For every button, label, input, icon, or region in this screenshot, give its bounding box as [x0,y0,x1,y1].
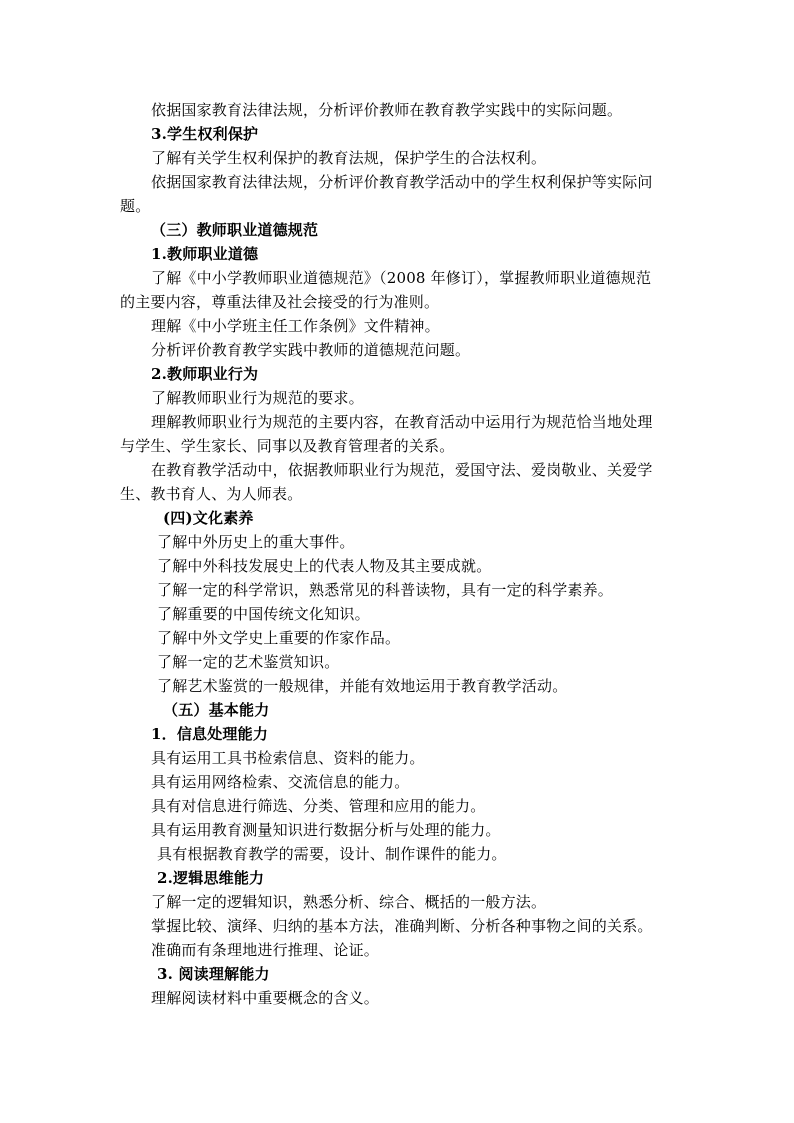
paragraph-line: 在教育教学活动中，依据教师职业行为规范，爱国守法、爱岗敬业、关爱学 [151,461,653,479]
paragraph-line: 了解中外科技发展史上的代表人物及其主要成就。 [157,557,492,575]
section-heading: （三）教师职业道德规范 [151,221,319,239]
subsection-heading: 3.学生权利保护 [151,125,259,143]
paragraph-line: 具有运用网络检索、交流信息的能力。 [151,773,410,791]
paragraph-line: 题。 [120,197,151,215]
paragraph-line: 具有运用教育测量知识进行数据分析与处理的能力。 [151,821,501,839]
paragraph-line: 了解中外文学史上重要的作家作品。 [157,629,401,647]
subsection-heading: 1.教师职业道德 [151,245,259,263]
paragraph-line: 了解《中小学教师职业道德规范》（2008 年修订），掌握教师职业道德规范 [151,269,652,287]
paragraph-line: 理解教师职业行为规范的主要内容，在教育活动中运用行为规范恰当地处理 [151,413,653,431]
paragraph-line: 依据国家教育法律法规，分析评价教育教学活动中的学生权利保护等实际问 [151,173,653,191]
subsection-heading: 3. 阅读理解能力 [157,965,270,983]
paragraph-line: 依据国家教育法律法规，分析评价教师在教育教学实践中的实际问题。 [151,101,623,119]
paragraph-line: 具有根据教育教学的需要，设计、制作课件的能力。 [157,845,507,863]
paragraph-line: 了解重要的中国传统文化知识。 [157,605,370,623]
paragraph-line: 了解一定的逻辑知识，熟悉分析、综合、概括的一般方法。 [151,893,547,911]
section-heading: (四)文化素养 [163,509,254,527]
subsection-heading: 1．信息处理能力 [151,725,269,743]
paragraph-line: 了解一定的科学常识，熟悉常见的科普读物，具有一定的科学素养。 [157,581,614,599]
section-heading: （五）基本能力 [163,701,270,719]
paragraph-line: 的主要内容，尊重法律及社会接受的行为准则。 [120,293,440,311]
paragraph-line: 掌握比较、演绎、归纳的基本方法，准确判断、分析各种事物之间的关系。 [151,917,653,935]
paragraph-line: 理解《中小学班主任工作条例》文件精神。 [151,317,440,335]
paragraph-line: 具有运用工具书检索信息、资料的能力。 [151,749,425,767]
paragraph-line: 生、教书育人、为人师表。 [120,485,303,503]
paragraph-line: 具有对信息进行筛选、分类、管理和应用的能力。 [151,797,486,815]
paragraph-line: 理解阅读材料中重要概念的含义。 [151,989,380,1007]
paragraph-line: 了解教师职业行为规范的要求。 [151,389,364,407]
paragraph-line: 了解艺术鉴赏的一般规律，并能有效地运用于教育教学活动。 [157,677,568,695]
paragraph-line: 分析评价教育教学实践中教师的道德规范问题。 [151,341,471,359]
paragraph-line: 了解中外历史上的重大事件。 [157,533,355,551]
subsection-heading: 2.教师职业行为 [151,365,259,383]
paragraph-line: 了解有关学生权利保护的教育法规，保护学生的合法权利。 [151,149,547,167]
paragraph-line: 与学生、学生家长、同事以及教育管理者的关系。 [120,437,455,455]
subsection-heading: 2.逻辑思维能力 [157,869,265,887]
paragraph-line: 准确而有条理地进行推理、论证。 [151,941,380,959]
paragraph-line: 了解一定的艺术鉴赏知识。 [157,653,340,671]
